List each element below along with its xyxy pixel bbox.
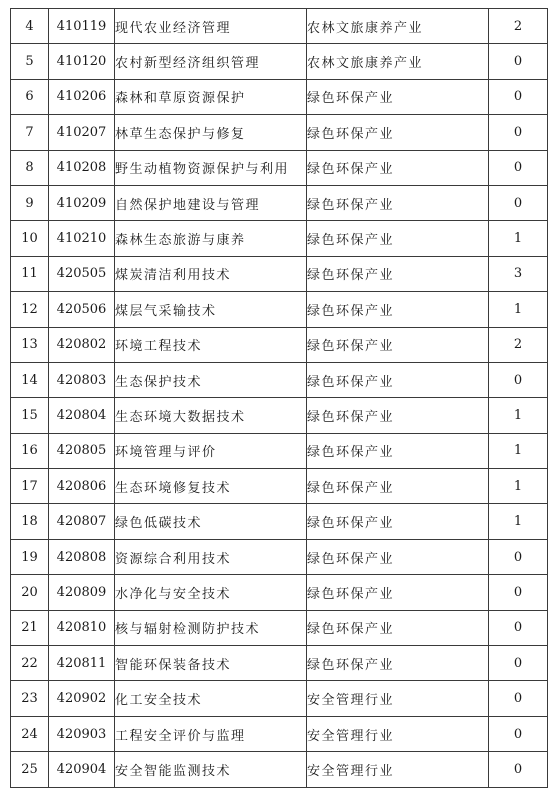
count-cell: 0 [489,752,548,787]
table-row [11,327,548,362]
row-index-cell: 4 [11,9,49,44]
row-index-cell: 13 [11,327,49,362]
industry-cell: 绿色环保产业 [307,504,489,539]
major-code-cell: 420811 [49,646,115,681]
table-row [11,646,548,681]
industry-cell: 绿色环保产业 [307,610,489,645]
row-index-cell: 16 [11,433,49,468]
table-row [11,504,548,539]
major-name-cell: 化工安全技术 [115,681,307,716]
industry-cell: 安全管理行业 [307,681,489,716]
count-cell: 0 [489,646,548,681]
major-name-cell: 环境管理与评价 [115,433,307,468]
table-row [11,79,548,114]
row-index-cell: 18 [11,504,49,539]
row-index-cell: 25 [11,752,49,787]
row-index-cell: 11 [11,256,49,291]
major-name-cell: 煤层气采输技术 [115,292,307,327]
table-row [11,610,548,645]
industry-cell: 绿色环保产业 [307,539,489,574]
major-code-cell: 420903 [49,716,115,751]
count-cell: 2 [489,9,548,44]
row-index-cell: 8 [11,150,49,185]
major-code-cell: 420806 [49,469,115,504]
row-index-cell: 19 [11,539,49,574]
count-cell: 2 [489,327,548,362]
count-cell: 0 [489,44,548,79]
industry-cell: 绿色环保产业 [307,256,489,291]
count-cell: 0 [489,716,548,751]
major-name-cell: 煤炭清洁利用技术 [115,256,307,291]
table-row [11,681,548,716]
count-cell: 1 [489,433,548,468]
major-name-cell: 现代农业经济管理 [115,9,307,44]
count-cell: 3 [489,256,548,291]
row-index-cell: 24 [11,716,49,751]
major-code-cell: 410210 [49,221,115,256]
major-code-cell: 420902 [49,681,115,716]
major-code-cell: 420802 [49,327,115,362]
industry-cell: 绿色环保产业 [307,469,489,504]
count-cell: 0 [489,150,548,185]
table-row [11,9,548,44]
table-row [11,221,548,256]
industry-cell: 绿色环保产业 [307,185,489,220]
industry-cell: 绿色环保产业 [307,575,489,610]
industry-cell: 农林文旅康养产业 [307,44,489,79]
major-code-cell: 420804 [49,398,115,433]
industry-cell: 绿色环保产业 [307,433,489,468]
count-cell: 0 [489,115,548,150]
count-cell: 0 [489,539,548,574]
row-index-cell: 14 [11,362,49,397]
count-cell: 0 [489,185,548,220]
major-name-cell: 森林和草原资源保护 [115,79,307,114]
table-row [11,469,548,504]
table-row [11,398,548,433]
table-row [11,362,548,397]
table-row [11,185,548,220]
major-code-cell: 410119 [49,9,115,44]
industry-cell: 绿色环保产业 [307,150,489,185]
major-code-cell: 410206 [49,79,115,114]
row-index-cell: 12 [11,292,49,327]
industry-cell: 绿色环保产业 [307,398,489,433]
major-name-cell: 水净化与安全技术 [115,575,307,610]
major-code-cell: 420810 [49,610,115,645]
major-code-cell: 420807 [49,504,115,539]
major-code-cell: 410120 [49,44,115,79]
table-row [11,433,548,468]
row-index-cell: 23 [11,681,49,716]
major-industry-table [10,8,548,788]
major-code-cell: 420805 [49,433,115,468]
count-cell: 1 [489,469,548,504]
major-name-cell: 生态环境修复技术 [115,469,307,504]
industry-cell: 安全管理行业 [307,752,489,787]
count-cell: 1 [489,221,548,256]
count-cell: 0 [489,79,548,114]
major-code-cell: 420808 [49,539,115,574]
major-code-cell: 420506 [49,292,115,327]
major-name-cell: 农村新型经济组织管理 [115,44,307,79]
major-name-cell: 绿色低碳技术 [115,504,307,539]
row-index-cell: 21 [11,610,49,645]
table-row [11,575,548,610]
major-name-cell: 森林生态旅游与康养 [115,221,307,256]
count-cell: 0 [489,610,548,645]
major-name-cell: 资源综合利用技术 [115,539,307,574]
major-name-cell: 智能环保装备技术 [115,646,307,681]
row-index-cell: 20 [11,575,49,610]
row-index-cell: 17 [11,469,49,504]
count-cell: 1 [489,504,548,539]
major-name-cell: 安全智能监测技术 [115,752,307,787]
row-index-cell: 15 [11,398,49,433]
row-index-cell: 9 [11,185,49,220]
table-row [11,539,548,574]
table-row [11,115,548,150]
major-name-cell: 自然保护地建设与管理 [115,185,307,220]
major-code-cell: 420809 [49,575,115,610]
row-index-cell: 22 [11,646,49,681]
major-name-cell: 生态保护技术 [115,362,307,397]
table-row [11,716,548,751]
major-code-cell: 410208 [49,150,115,185]
major-name-cell: 工程安全评价与监理 [115,716,307,751]
industry-cell: 绿色环保产业 [307,362,489,397]
major-code-cell: 420803 [49,362,115,397]
industry-cell: 绿色环保产业 [307,221,489,256]
row-index-cell: 7 [11,115,49,150]
major-name-cell: 林草生态保护与修复 [115,115,307,150]
count-cell: 0 [489,681,548,716]
industry-cell: 绿色环保产业 [307,115,489,150]
count-cell: 1 [489,398,548,433]
industry-cell: 绿色环保产业 [307,646,489,681]
row-index-cell: 10 [11,221,49,256]
table-body [11,9,548,788]
count-cell: 1 [489,292,548,327]
count-cell: 0 [489,575,548,610]
industry-cell: 安全管理行业 [307,716,489,751]
industry-cell: 农林文旅康养产业 [307,9,489,44]
table-row [11,752,548,787]
row-index-cell: 6 [11,79,49,114]
industry-cell: 绿色环保产业 [307,79,489,114]
table-row [11,256,548,291]
major-code-cell: 420904 [49,752,115,787]
count-cell: 0 [489,362,548,397]
major-code-cell: 410207 [49,115,115,150]
table-row [11,292,548,327]
major-name-cell: 环境工程技术 [115,327,307,362]
industry-cell: 绿色环保产业 [307,292,489,327]
industry-cell: 绿色环保产业 [307,327,489,362]
major-name-cell: 核与辐射检测防护技术 [115,610,307,645]
major-name-cell: 生态环境大数据技术 [115,398,307,433]
major-code-cell: 420505 [49,256,115,291]
table-row [11,44,548,79]
major-name-cell: 野生动植物资源保护与利用 [115,150,307,185]
table-row [11,150,548,185]
row-index-cell: 5 [11,44,49,79]
major-code-cell: 410209 [49,185,115,220]
